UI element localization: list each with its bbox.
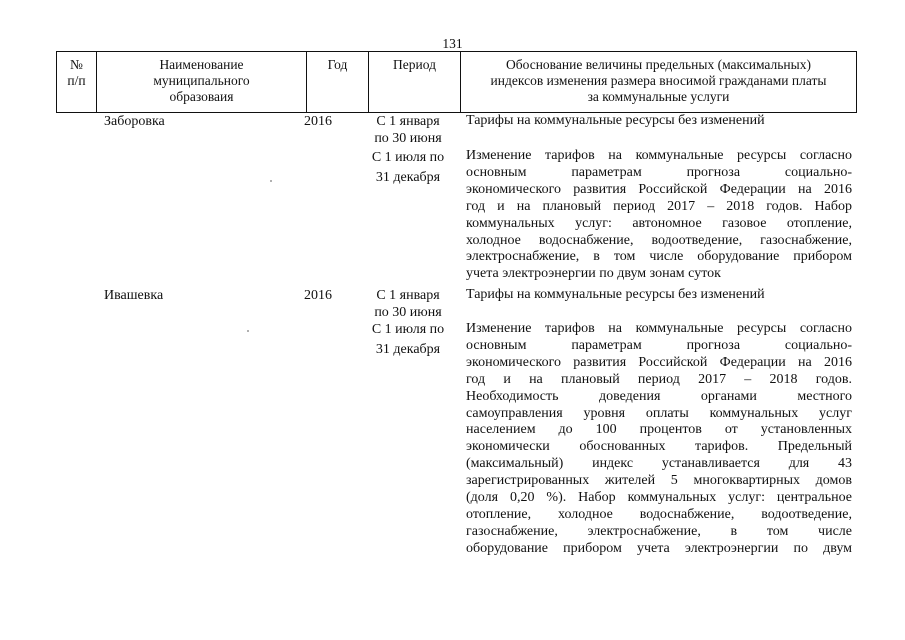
basis-line: экономического развития Российской Федерации на 2016	[466, 354, 852, 370]
header-year: Год	[307, 52, 369, 112]
basis-line: основным параметрам прогноза социально-	[466, 164, 852, 180]
basis-line: холодное водоснабжение, водоотведение, газоснабжение,	[466, 232, 852, 248]
basis-line: зарегистрированных жителей 5 многоквартирных домов	[466, 473, 852, 489]
basis-line: основным параметрам прогноза социально-	[466, 337, 852, 353]
basis-line: населением до 100 процентов от установленных	[466, 422, 852, 438]
basis-line: оборудование прибором учета электроэнергии по двум	[466, 540, 852, 556]
period-first-half: С 1 января по 30 июня	[374, 288, 442, 320]
basis-line: (максимальный) индекс устанавливается для 43	[466, 456, 852, 472]
header-basis: Обоснование величины предельных (максимальных) индексов изменения размера вносимой гражданами платы за коммунальные услуги	[461, 52, 857, 112]
row-year: 2016	[304, 288, 332, 303]
row-year: 2016	[304, 114, 332, 129]
basis-line: коммунальных услуг: автономное газовое отопление,	[466, 215, 852, 231]
basis-change	[466, 148, 852, 283]
basis-line: самоуправления уровня оплаты коммунальных услуг	[466, 405, 852, 421]
basis-no-change: Тарифы на коммунальные ресурсы без изменений	[466, 287, 765, 302]
period-second-half: С 1 июля по 31 декабря	[371, 150, 445, 185]
basis-line: год и на плановый период 2017 – 2018 годов.	[466, 371, 852, 387]
period-first-half: С 1 января по 30 июня	[374, 114, 442, 146]
header-period: Период	[369, 52, 461, 112]
municipality-name: Ивашевка	[104, 288, 164, 303]
basis-line: Изменение тарифов на коммунальные ресурсы согласно	[466, 148, 852, 163]
basis-line: год и на плановый период 2017 – 2018 годов. Набор	[466, 198, 852, 214]
scan-speck	[247, 330, 249, 332]
basis-change	[466, 321, 852, 558]
basis-line: учета электроэнергии по двум зонам суток	[466, 266, 721, 282]
scan-speck	[270, 180, 272, 182]
basis-line: Необходимость доведения органами местного	[466, 388, 852, 404]
period-second-half: С 1 июля по 31 декабря	[371, 322, 445, 357]
page-number: 131	[442, 36, 463, 51]
table-header	[56, 51, 857, 113]
basis-line: электроснабжение, в том числе оборудование прибором	[466, 249, 852, 265]
header-municipality: Наименование муниципального образоваия	[97, 52, 307, 112]
basis-line: экономически обоснованных тарифов. Предельный	[466, 439, 852, 455]
header-num: № п/п	[57, 52, 97, 112]
basis-line: экономического развития Российской Федерации на 2016	[466, 181, 852, 197]
basis-no-change: Тарифы на коммунальные ресурсы без изменений	[466, 113, 765, 128]
basis-line: (доля 0,20 %). Набор коммунальных услуг: центральное	[466, 490, 852, 506]
basis-line: Изменение тарифов на коммунальные ресурсы согласно	[466, 321, 852, 336]
basis-line: отопление, холодное водоснабжение, водоотведение,	[466, 506, 852, 522]
municipality-name: Заборовка	[104, 114, 165, 129]
basis-line: газоснабжение, электроснабжение, в том числе	[466, 523, 852, 539]
